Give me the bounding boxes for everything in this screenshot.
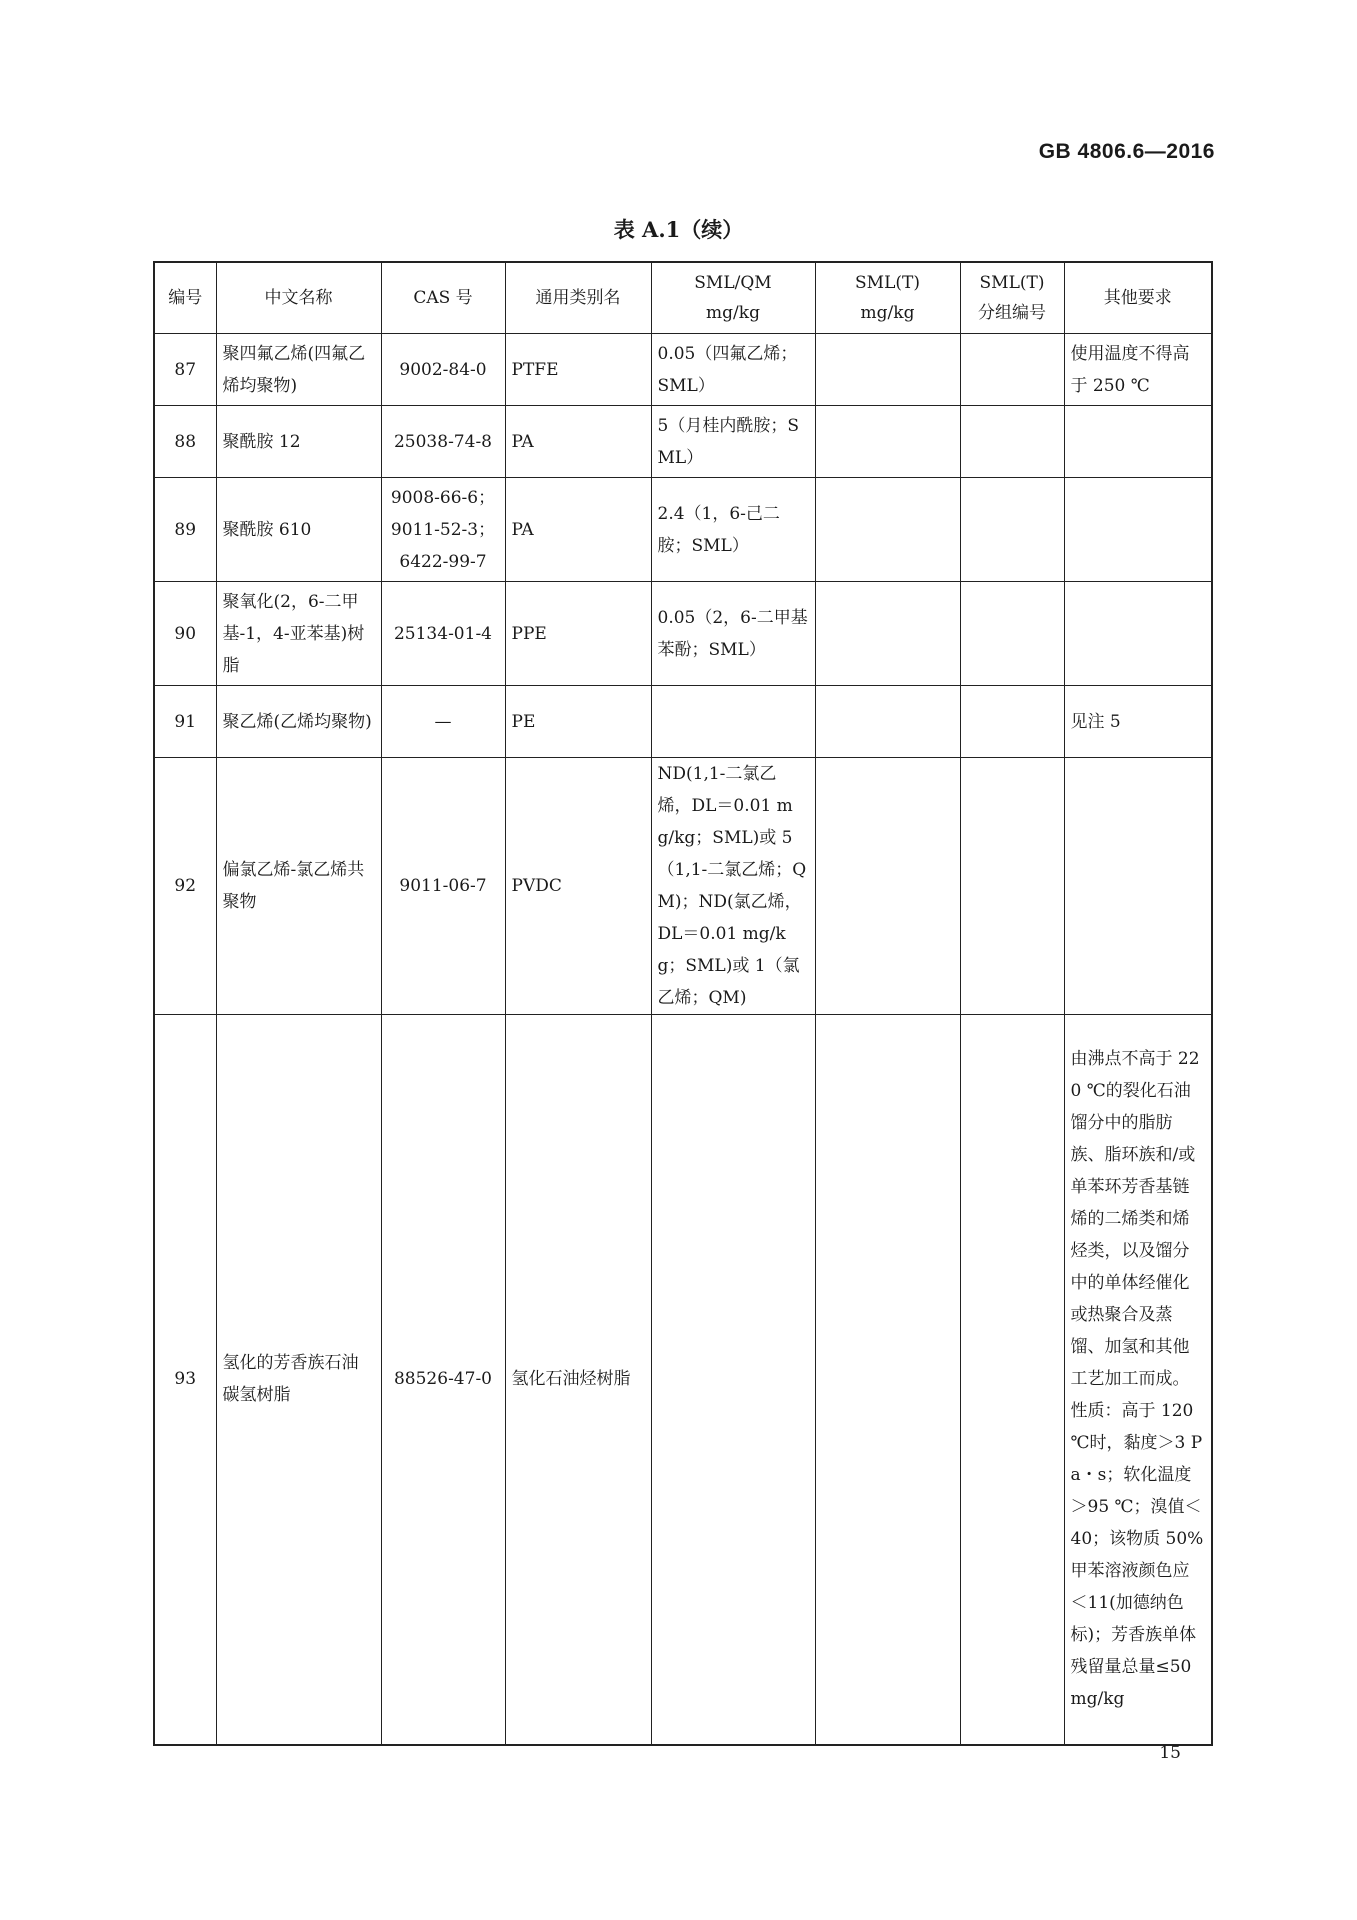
cell-category: PE	[505, 686, 651, 758]
cell-name: 氢化的芳香族石油碳氢树脂	[216, 1015, 381, 1745]
table-row	[154, 478, 1212, 582]
cell-sml-qm: 0.05（四氟乙烯；SML）	[651, 334, 815, 406]
cell-sml-t-group	[960, 334, 1064, 406]
table-row	[154, 686, 1212, 758]
cell-category: PA	[505, 478, 651, 582]
cell-sml-t	[815, 582, 960, 686]
cell-category: PTFE	[505, 334, 651, 406]
cell-category: PPE	[505, 582, 651, 686]
cell-cas: 9011-06-7	[381, 758, 505, 1015]
cell-sml-qm: 2.4（1，6-己二胺；SML）	[651, 478, 815, 582]
col-header-sml-t: SML(T) mg/kg	[815, 262, 960, 334]
cell-other: 使用温度不得高于 250 ℃	[1064, 334, 1212, 406]
cell-sml-t-group	[960, 582, 1064, 686]
col-header-other: 其他要求	[1064, 262, 1212, 334]
cell-sml-t-group	[960, 406, 1064, 478]
cell-sml-t-group	[960, 686, 1064, 758]
col-header-category: 通用类别名	[505, 262, 651, 334]
table-row	[154, 334, 1212, 406]
cell-no: 93	[154, 1015, 216, 1745]
col-header-name: 中文名称	[216, 262, 381, 334]
cell-name: 聚氧化(2，6-二甲基-1，4-亚苯基)树脂	[216, 582, 381, 686]
table-row	[154, 1015, 1212, 1745]
cell-cas: 9002-84-0	[381, 334, 505, 406]
cell-sml-t	[815, 686, 960, 758]
cell-sml-qm	[651, 686, 815, 758]
cell-no: 88	[154, 406, 216, 478]
cell-category: PVDC	[505, 758, 651, 1015]
cell-sml-qm: 0.05（2，6-二甲基苯酚；SML）	[651, 582, 815, 686]
col-header-cas: CAS 号	[381, 262, 505, 334]
page-number: 15	[1159, 1743, 1181, 1763]
cell-other	[1064, 758, 1212, 1015]
cell-sml-t	[815, 1015, 960, 1745]
cell-name: 聚酰胺 12	[216, 406, 381, 478]
col-header-sml-t-group: SML(T) 分组编号	[960, 262, 1064, 334]
cell-no: 90	[154, 582, 216, 686]
cell-other	[1064, 478, 1212, 582]
substance-table	[153, 261, 1213, 1746]
cell-category: PA	[505, 406, 651, 478]
col-header-no: 编号	[154, 262, 216, 334]
cell-cas: 9008-66-6； 9011-52-3； 6422-99-7	[381, 478, 505, 582]
table-row	[154, 758, 1212, 1015]
cell-sml-t	[815, 334, 960, 406]
cell-no: 89	[154, 478, 216, 582]
cell-other	[1064, 406, 1212, 478]
cell-sml-t-group	[960, 758, 1064, 1015]
table-row	[154, 406, 1212, 478]
cell-name: 聚四氟乙烯(四氟乙烯均聚物)	[216, 334, 381, 406]
cell-name: 聚乙烯(乙烯均聚物)	[216, 686, 381, 758]
cell-sml-t	[815, 758, 960, 1015]
cell-no: 92	[154, 758, 216, 1015]
cell-cas: 25134-01-4	[381, 582, 505, 686]
table-caption: 表 A.1（续）	[613, 217, 744, 242]
cell-sml-t-group	[960, 1015, 1064, 1745]
cell-sml-qm	[651, 1015, 815, 1745]
cell-cas: 88526-47-0	[381, 1015, 505, 1745]
cell-sml-qm: 5（月桂内酰胺；SML）	[651, 406, 815, 478]
cell-other: 由沸点不高于 220 ℃的裂化石油馏分中的脂肪族、脂环族和/或单苯环芳香基链烯的二烯类和烯烃类，以及馏分中的单体经催化或热聚合及蒸馏、加氢和其他工艺加工而成。性质：高于 120 ℃时，黏度＞3 Pa・s；软化温度＞95 ℃；溴值＜40；该物质 50%甲苯溶液颜色应＜11(加德纳色标)；芳香族单体残留量总量≤50 mg/kg	[1064, 1015, 1212, 1745]
cell-sml-t-group	[960, 478, 1064, 582]
cell-sml-t	[815, 406, 960, 478]
cell-other	[1064, 582, 1212, 686]
cell-name: 聚酰胺 610	[216, 478, 381, 582]
standard-code: GB 4806.6—2016	[1038, 140, 1215, 163]
cell-no: 87	[154, 334, 216, 406]
cell-other: 见注 5	[1064, 686, 1212, 758]
cell-category: 氢化石油烃树脂	[505, 1015, 651, 1745]
cell-name: 偏氯乙烯-氯乙烯共聚物	[216, 758, 381, 1015]
cell-sml-qm: ND(1,1-二氯乙烯，DL＝0.01 mg/kg；SML)或 5（1,1-二氯乙烯；QM)；ND(氯乙烯，DL＝0.01 mg/kg；SML)或 1（氯乙烯；QM)	[651, 758, 815, 1015]
cell-no: 91	[154, 686, 216, 758]
cell-cas: —	[381, 686, 505, 758]
cell-cas: 25038-74-8	[381, 406, 505, 478]
table-row	[154, 582, 1212, 686]
table-header-row	[154, 262, 1212, 334]
cell-sml-t	[815, 478, 960, 582]
col-header-sml-qm: SML/QM mg/kg	[651, 262, 815, 334]
